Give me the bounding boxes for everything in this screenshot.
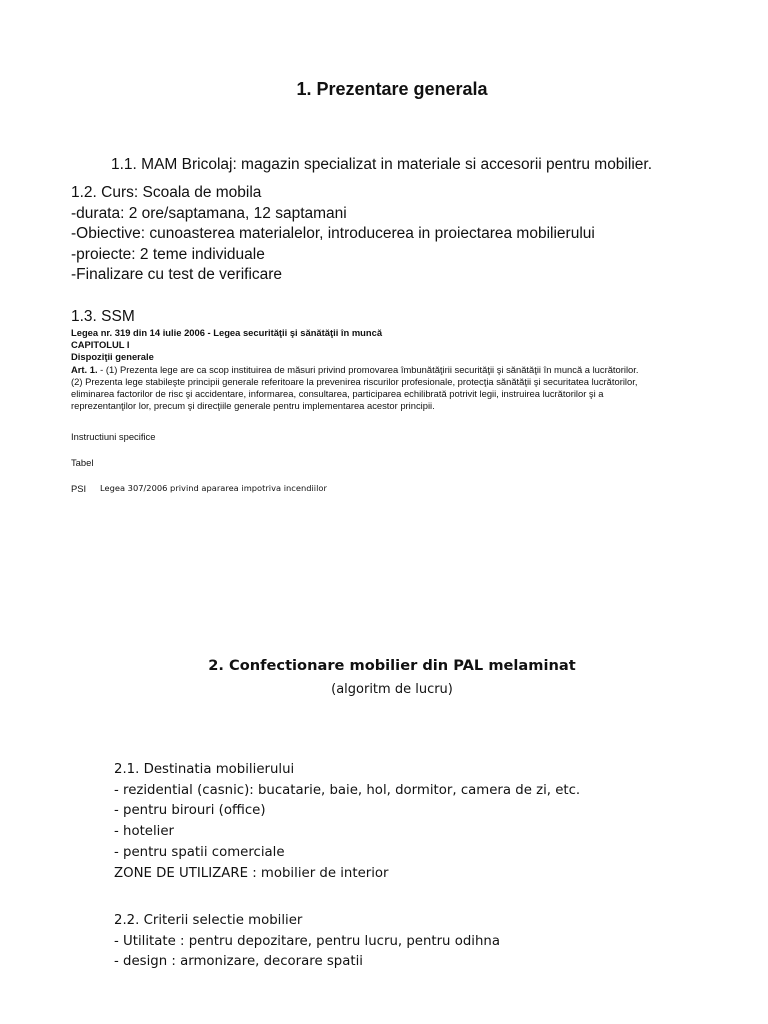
paragraph-2-1-line: ZONE DE UTILIZARE : mobilier de interior xyxy=(114,865,389,881)
psi-label: PSI xyxy=(71,483,87,494)
paragraph-2-1-line: - rezidential (casnic): bucatarie, baie, hol, dormitor, camera de zi, etc. xyxy=(114,782,581,798)
paragraph-1-2 xyxy=(71,183,595,286)
paragraph-1-2-line: -Obiective: cunoasterea materialelor, introducerea in proiectarea mobilierului xyxy=(71,225,595,243)
paragraph-1-3-heading: 1.3. SSM xyxy=(71,308,135,325)
paragraph-2-2-line: - Utilitate : pentru depozitare, pentru lucru, pentru odihna xyxy=(114,933,500,949)
paragraph-2-1-line: - hotelier xyxy=(114,824,175,840)
paragraph-1-2-line: -proiecte: 2 teme individuale xyxy=(71,245,265,263)
law-article-label: Art. 1. xyxy=(71,363,98,375)
law-paragraph-2-line: eliminarea factorilor de risc şi accidentare, informarea, consultarea, participarea echilibrată potrivit legii, instruirea lucrătorilor şi a xyxy=(71,388,604,400)
paragraph-1-2-line: -Finalizare cu test de verificare xyxy=(71,266,283,284)
law-excerpt xyxy=(71,327,638,412)
paragraph-2-1 xyxy=(114,760,580,884)
paragraph-2-1-line: - pentru birouri (office) xyxy=(114,803,266,819)
law-title: Legea nr. 319 din 14 iulie 2006 - Legea securităţii şi sănătăţii în muncă xyxy=(71,327,383,338)
paragraph-2-1-line: - pentru spatii comerciale xyxy=(114,844,285,860)
law-chapter: CAPITOLUL I xyxy=(71,339,130,351)
paragraph-2-2-line: 2.2. Criterii selectie mobilier xyxy=(114,913,303,928)
paragraph-2-1-line: 2.1. Destinatia mobilierului xyxy=(114,762,295,777)
tabel-text: Tabel xyxy=(71,457,94,468)
paragraph-2-2-line: - design : armonizare, decorare spatii xyxy=(114,954,363,970)
law-paragraph-2-line: reprezentanţilor lor, precum şi direcţiile generale pentru implementarea acestor principii. xyxy=(71,400,435,412)
law-paragraph-2-line: (2) Prezenta lege stabileşte principii generale referitoare la prevenirea riscurilor profesionale, protecţia sănătăţii şi securitatea lucrătorilor, xyxy=(71,375,638,387)
section-1-title: 1. Prezentare generala xyxy=(296,79,488,99)
law-article-1 xyxy=(71,364,638,376)
paragraph-1-2-line: 1.2. Curs: Scoala de mobila xyxy=(71,184,262,201)
paragraph-1-1: 1.1. MAM Bricolaj: magazin specializat in materiale si accesorii pentru mobilier. xyxy=(111,156,652,173)
law-article-text: - (1) Prezenta lege are ca scop instituirea de măsuri privind promovarea îmbunătăţirii securităţii şi sănătăţii în muncă a lucrătorilor. xyxy=(97,363,639,375)
section-2-title: 2. Confectionare mobilier din PAL melaminat xyxy=(208,657,576,674)
law-chapter-title: Dispoziţii generale xyxy=(71,351,154,363)
paragraph-1-2-line: -durata: 2 ore/saptamana, 12 saptamani xyxy=(71,204,347,222)
section-2-subtitle: (algoritm de lucru) xyxy=(331,682,453,697)
psi-law-text: Legea 307/2006 privind apararea impotriva incendiilor xyxy=(100,483,327,493)
paragraph-2-2 xyxy=(114,911,500,973)
instructiuni-text: Instructiuni specifice xyxy=(71,431,156,442)
